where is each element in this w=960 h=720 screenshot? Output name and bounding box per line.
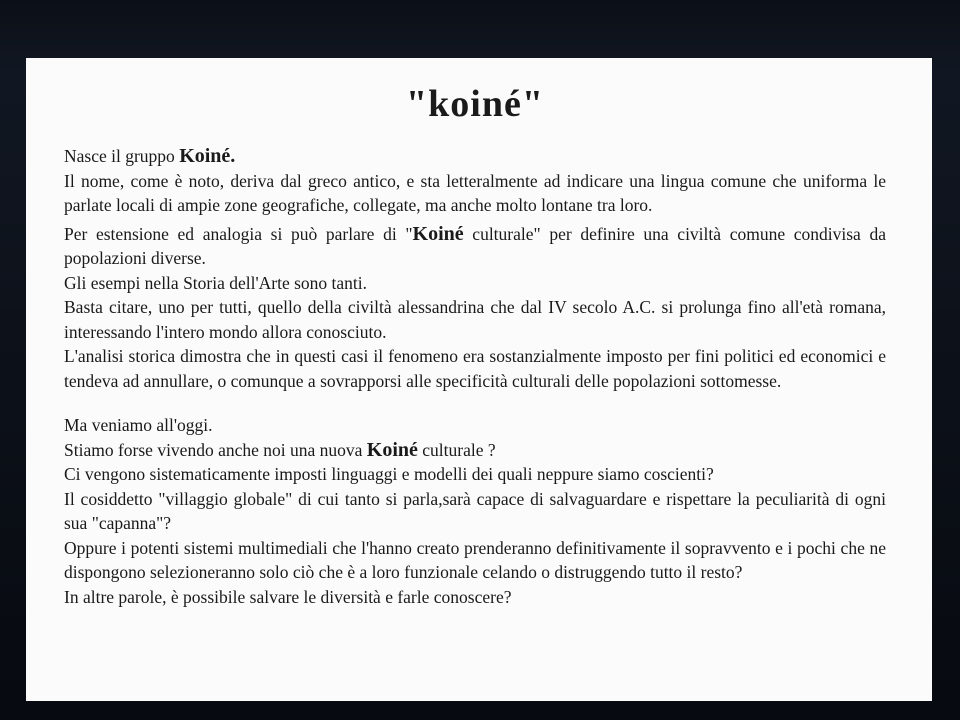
paragraph-name-origin: Il nome, come è noto, deriva dal greco antico, e sta letteralmente ad indicare una lingua comune che uniforma le parlate locali di ampie zone geografiche, collegate, ma anche molto lontane tra loro. bbox=[64, 170, 886, 215]
paragraph-analysis: L'analisi storica dimostra che in questi casi il fenomeno era sostanzialmente imposto per fini politici ed economici e tendeva ad annullare, o comunque a sovrapporsi alle specificità culturali delle popolazioni sottomesse. bbox=[64, 346, 886, 391]
keyword-koine: Koiné bbox=[412, 222, 464, 245]
paragraph-today: Ma veniamo all'oggi. bbox=[64, 415, 213, 435]
text-span: culturale ? bbox=[417, 439, 496, 460]
paragraph-examples: Gli esempi nella Storia dell'Arte sono tanti. bbox=[64, 272, 368, 293]
paragraph-extension bbox=[64, 222, 886, 271]
document-page bbox=[26, 58, 932, 701]
paragraph-question-diversity: In altre parole, è possibile salvare le diversità e farle conoscere? bbox=[64, 586, 512, 607]
paragraph-question-village: Il cosiddetto "villaggio globale" di cui tanto si parla,sarà capace di salvaguardare e rispettare la peculiarità di ogni sua "capanna"? bbox=[64, 488, 886, 533]
keyword-koine: Koiné. bbox=[179, 145, 236, 167]
paragraph-question-media: Oppure i potenti sistemi multimediali che l'hanno creato prenderanno definitivamente il sopravvento e i pochi che ne dispongono selezioneranno solo ciò che è a loro funzionale celando o distruggendo tutto il resto? bbox=[64, 537, 886, 582]
text-span: Per estensione ed analogia si può parlare di " bbox=[64, 223, 413, 244]
paragraph-question-languages: Ci vengono sistematicamente imposti linguaggi e modelli dei quali neppure siamo coscienti? bbox=[64, 464, 714, 484]
paragraph-question-koine bbox=[64, 438, 886, 463]
text-span: Stiamo forse vivendo anche noi una nuova bbox=[64, 439, 367, 460]
paragraph-intro-heading bbox=[64, 144, 886, 169]
text-span: Nasce il gruppo bbox=[64, 146, 180, 166]
text-span: culturale" per definire una civiltà comune condivisa da popolazioni diverse. bbox=[64, 223, 886, 268]
paragraph-alexandrian: Basta citare, uno per tutti, quello della civiltà alessandrina che dal IV secolo A.C. si prolunga fino all'età romana, interessando l'intero mondo allora conosciuto. bbox=[64, 297, 886, 342]
keyword-koine: Koiné bbox=[366, 438, 418, 461]
page-title: "koiné" bbox=[406, 83, 544, 125]
document-body bbox=[64, 144, 886, 609]
